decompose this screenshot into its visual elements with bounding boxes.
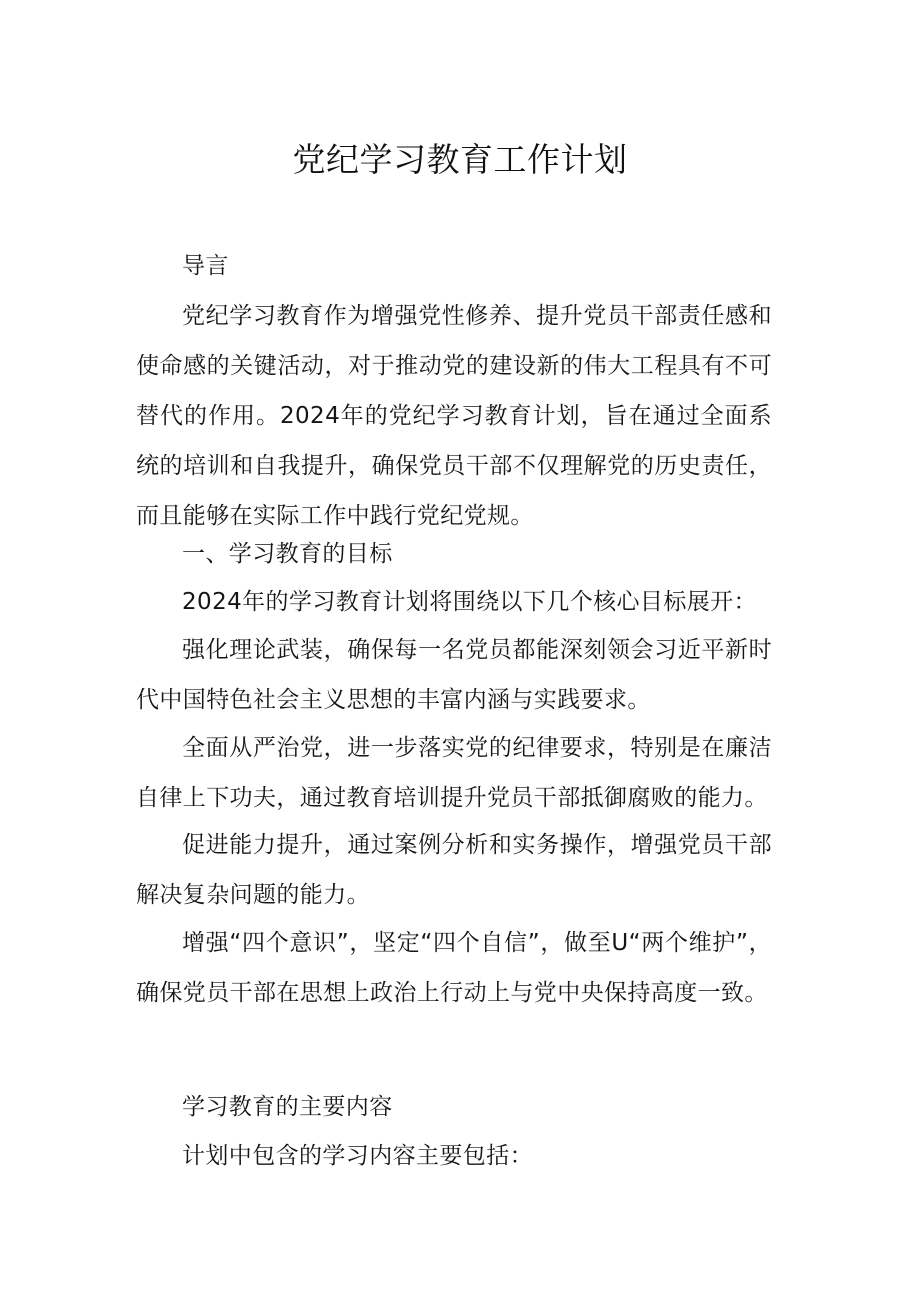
section-goals-heading: 一、学习教育的目标 <box>182 541 393 567</box>
section-content-heading: 学习教育的主要内容 <box>182 1094 393 1120</box>
section-goals-lead: 2024年的学习教育计划将围绕以下几个核心目标展开： <box>182 589 757 615</box>
intro-paragraph: 党纪学习教育作为增强党性修养、提升党员干部责任感和使命感的关键活动，对于推动党的建设新的伟大工程具有不可替代的作用。2024年的党纪学习教育计划，旨在通过全面系统的培训和自我提升，确保党员干部不仅理解党的历史责任，而且能够在实际工作中践行党纪党规。 <box>136 303 772 529</box>
document-title: 党纪学习教育工作计划 <box>292 140 628 179</box>
goal-item-consciousness: 增强“四个意识”，坚定“四个自信”，做至U“两个维护”，确保党员干部在思想上政治上行动上与党中央保持高度一致。 <box>136 930 772 1006</box>
goal-item-theory: 强化理论武装，确保每一名党员都能深刻领会习近平新时代中国特色社会主义思想的丰富内涵与实践要求。 <box>136 637 772 713</box>
intro-heading: 导言 <box>182 253 229 279</box>
goal-item-discipline: 全面从严治党，进一步落实党的纪律要求，特别是在廉洁自律上下功夫，通过教育培训提升党员干部抵御腐败的能力。 <box>136 735 772 811</box>
section-content-lead: 计划中包含的学习内容主要包括： <box>182 1143 533 1169</box>
goal-item-ability: 促进能力提升，通过案例分析和实务操作，增强党员干部解决复杂问题的能力。 <box>136 832 772 908</box>
